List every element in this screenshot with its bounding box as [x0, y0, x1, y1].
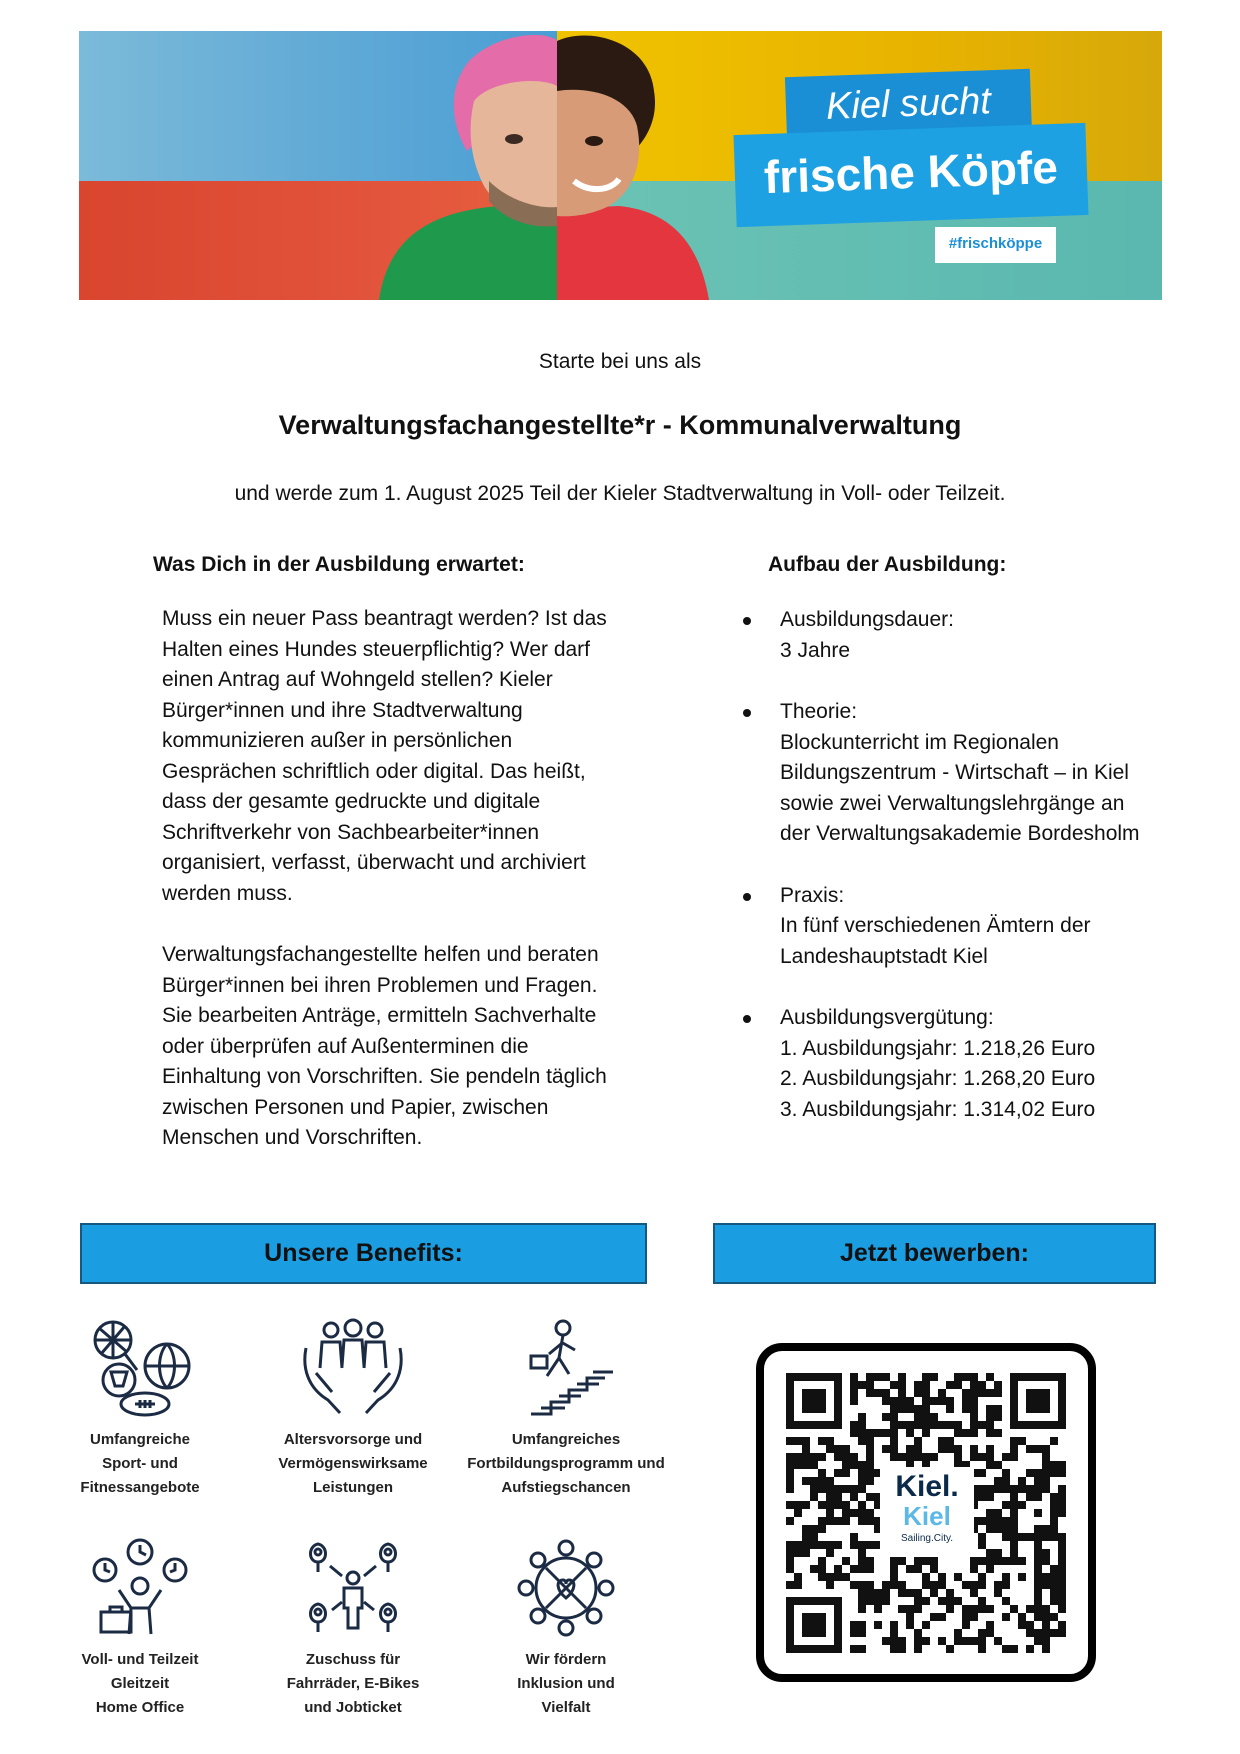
benefit-diversity-label: Wir fördern Inklusion und Vielfalt	[517, 1651, 615, 1716]
tagline-main-text: frische Köpfe	[763, 140, 1059, 204]
benefit-worktime-label: Voll- und Teilzeit Gleitzeit Home Office	[81, 1651, 199, 1716]
list-item-practice: Praxis: In fünf verschiedenen Ämtern der Landeshauptstadt Kiel	[740, 881, 1160, 973]
structure-heading: Aufbau der Ausbildung:	[768, 553, 1007, 576]
list-item-duration: Ausbildungsdauer: 3 Jahre	[740, 605, 1160, 666]
commute-locations-icon	[298, 1538, 408, 1638]
benefits-bar	[80, 1223, 647, 1284]
hands-people-icon	[298, 1318, 408, 1418]
benefits-heading: Unsere Benefits:	[264, 1239, 463, 1267]
benefit-worktime	[35, 1538, 245, 1720]
hashtag-text: #frischköppe	[948, 235, 1043, 252]
job-title: Verwaltungsfachangestellte*r - Kommunalverwaltung	[278, 410, 962, 440]
benefit-mobility	[248, 1538, 458, 1720]
apply-heading: Jetzt bewerben:	[840, 1239, 1029, 1267]
benefit-diversity	[461, 1538, 671, 1720]
header-banner	[79, 31, 1162, 300]
expectations-heading: Was Dich in der Ausbildung erwartet:	[153, 553, 525, 576]
tagline-main	[734, 123, 1089, 227]
intro-lead: Starte bei uns als	[538, 350, 702, 373]
tagline-top-text: Kiel sucht	[825, 80, 992, 128]
application-qr-code[interactable]	[756, 1343, 1096, 1682]
diversity-circle-icon	[511, 1538, 621, 1638]
sports-balls-icon	[85, 1318, 195, 1418]
benefit-sports-label: Umfangreiche Sport- und Fitnessangebote	[80, 1431, 200, 1496]
benefit-training	[461, 1318, 671, 1500]
benefit-pension-label: Altersvorsorge und Vermögenswirksame Leistungen	[278, 1431, 428, 1496]
kiel-logo: Kiel. Kiel Sailing.City.	[880, 1467, 974, 1557]
structure-list	[740, 605, 1160, 1156]
apply-bar	[713, 1223, 1156, 1284]
expectations-paragraph-2: Verwaltungsfachangestellte helfen und beraten Bürger*innen bei ihren Problemen und Fragen. Sie bearbeiten Anträge, ermitteln Sachverhalte oder überprüfen auf Außenterminen die Einhaltung von Vorschriften. Sie pendeln täglich zwischen Personen und Papier, zwischen Menschen und Vorschriften.	[162, 943, 607, 1149]
stairs-climber-icon	[511, 1318, 621, 1418]
list-item-theory: Theorie: Blockunterricht im Regionalen Bildungszentrum - Wirtschaft – in Kiel sowie zwei Verwaltungslehrgänge an der Verwaltungsakademie Bordesholm	[740, 697, 1160, 850]
benefit-training-label: Umfangreiches Fortbildungsprogramm und Aufstiegschancen	[467, 1431, 665, 1496]
benefit-pension	[248, 1318, 458, 1500]
hashtag-badge	[935, 227, 1056, 263]
benefit-sports	[35, 1318, 245, 1500]
list-item-salary: Ausbildungsvergütung: 1. Ausbildungsjahr: 1.218,26 Euro 2. Ausbildungsjahr: 1.268,20 Euro 3. Ausbildungsjahr: 1.314,02 Euro	[740, 1003, 1160, 1125]
intro-subline: und werde zum 1. August 2025 Teil der Kieler Stadtverwaltung in Voll- oder Teilzeit.	[234, 482, 1006, 505]
clocks-person-icon	[85, 1538, 195, 1638]
expectations-paragraph-1: Muss ein neuer Pass beantragt werden? Ist das Halten eines Hundes steuerpflichtig? Wer darf einen Antrag auf Wohngeld stellen? Kieler Bürger*innen und ihre Stadtverwaltung kommunizieren außer in persönlichen Gesprächen schriftlich oder digital. Das heißt, dass der gesamte gedruckte und digitale Schriftverkehr von Sachbearbeiter*innen organisiert, verfasst, überwacht und archiviert werden muss.	[162, 607, 607, 905]
benefit-mobility-label: Zuschuss für Fahrräder, E-Bikes und Jobticket	[286, 1651, 420, 1716]
two-faces-photo	[349, 31, 729, 300]
